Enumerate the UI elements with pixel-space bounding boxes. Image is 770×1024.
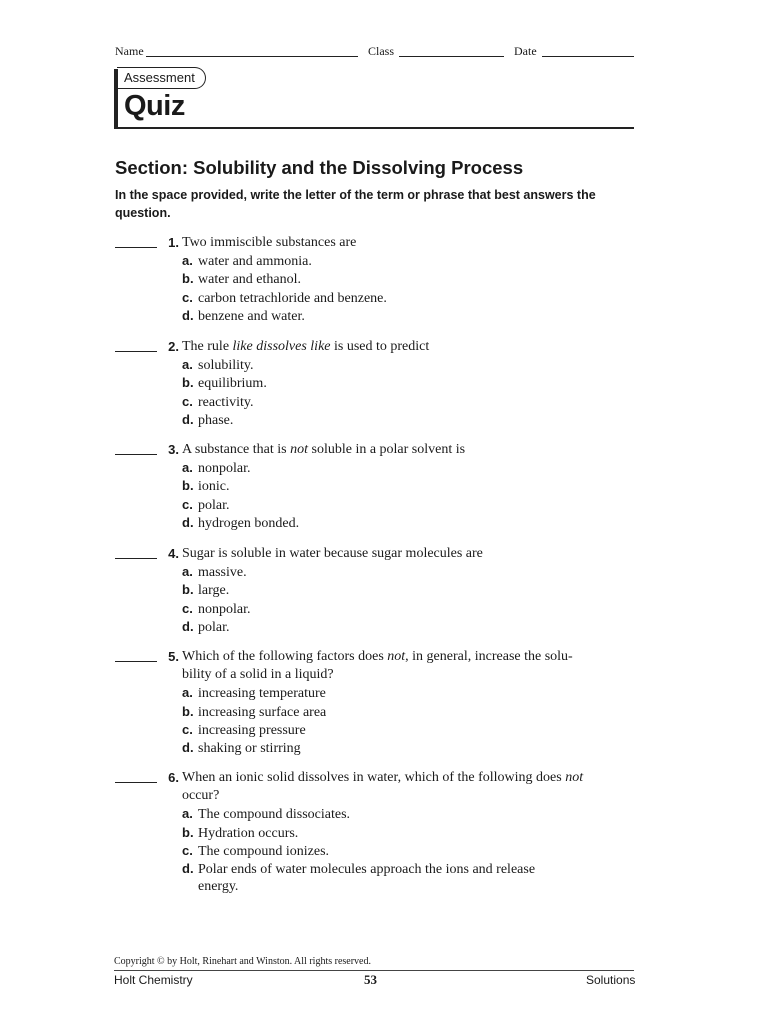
question-1 [115, 234, 640, 326]
option-text: reactivity. [198, 394, 254, 410]
page-number: 53 [364, 972, 377, 987]
question-stem: When an ionic solid dissolves in water, which of the following does not [182, 770, 584, 785]
option-letter: c. [182, 842, 193, 858]
question-number: 3. [168, 442, 179, 457]
question-number: 6. [168, 770, 179, 785]
option-text: ionic. [198, 479, 230, 495]
question-stem: The rule like dissolves like is used to predict [182, 339, 430, 354]
answer-blank[interactable] [115, 351, 157, 352]
option-letter: a. [182, 253, 193, 269]
option-letter: b. [182, 824, 194, 840]
option-text: water and ammonia. [198, 254, 312, 270]
option-d [182, 739, 637, 758]
date-field[interactable] [542, 56, 634, 57]
question-number: 4. [168, 546, 179, 561]
option-letter: c. [182, 496, 193, 512]
option-text: increasing temperature [198, 686, 326, 702]
class-label: Class [368, 44, 395, 58]
option-text: Hydration occurs. [198, 825, 299, 841]
option-c [182, 496, 637, 515]
option-letter: b. [182, 478, 194, 494]
option-letter: d. [182, 740, 194, 755]
option-b [182, 374, 637, 393]
question-stem: Which of the following factors does not, in general, increase the solu- [182, 649, 573, 664]
assessment-badge: Assessment [117, 67, 206, 89]
option-text: Polar ends of water molecules approach the ions and release [198, 862, 536, 877]
option-letter: a. [182, 806, 193, 822]
option-d [182, 514, 637, 533]
option-letter: c. [182, 393, 193, 409]
option-c [182, 721, 637, 740]
option-b [182, 581, 637, 600]
option-b [182, 270, 637, 289]
question-number: 5. [168, 649, 179, 664]
question-number: 1. [168, 235, 179, 250]
name-label: Name [115, 44, 144, 58]
question-stem: Two immiscible substances are [182, 235, 357, 250]
title-divider [114, 127, 634, 129]
option-text: hydrogen bonded. [198, 515, 300, 531]
option-letter: c. [182, 721, 193, 737]
answer-blank[interactable] [115, 782, 157, 783]
option-a [182, 684, 637, 703]
footer-chapter: Solutions [586, 973, 636, 987]
copyright-notice: Copyright © by Holt, Rinehart and Winston. All rights reserved. [114, 956, 371, 967]
option-text: massive. [198, 565, 247, 581]
option-c [182, 393, 637, 412]
name-field[interactable] [146, 56, 358, 57]
option-text: increasing surface area [198, 704, 327, 720]
footer-divider [114, 970, 634, 971]
option-letter: c. [182, 600, 193, 616]
option-b [182, 703, 637, 722]
question-number: 2. [168, 339, 179, 354]
option-d [182, 860, 637, 879]
class-field[interactable] [399, 56, 504, 57]
option-letter: d. [182, 514, 194, 530]
answer-blank[interactable] [115, 454, 157, 455]
option-letter: b. [182, 582, 194, 598]
answer-blank[interactable] [115, 661, 157, 662]
option-letter: d. [182, 618, 194, 634]
question-stem: A substance that is not soluble in a polar solvent is [182, 442, 466, 457]
option-d-continuation: energy. [198, 879, 239, 895]
header-fields [115, 44, 635, 60]
option-a [182, 459, 637, 478]
question-stem-line-2: bility of a solid in a liquid? [182, 667, 334, 683]
option-letter: d. [182, 861, 194, 876]
option-letter: a. [182, 357, 193, 373]
option-c [182, 842, 637, 861]
option-text: The compound dissociates. [198, 807, 351, 823]
option-letter: b. [182, 271, 194, 287]
question-stem: Sugar is soluble in water because sugar molecules are [182, 546, 483, 561]
option-c [182, 600, 637, 619]
option-c [182, 289, 637, 308]
option-a [182, 252, 637, 271]
option-d [182, 411, 637, 430]
question-6 [115, 769, 640, 899]
option-d [182, 618, 637, 637]
option-text: nonpolar. [198, 461, 251, 477]
option-letter: a. [182, 564, 193, 580]
option-text: polar. [198, 497, 230, 513]
option-text: The compound ionizes. [198, 843, 330, 859]
option-text: benzene and water. [198, 308, 305, 324]
option-text: increasing pressure [198, 722, 306, 738]
option-text: nonpolar. [198, 601, 251, 617]
question-stem-line-2: occur? [182, 788, 220, 804]
instructions: In the space provided, write the letter of the term or phrase that best answers the question. [115, 188, 596, 220]
option-a [182, 563, 637, 582]
option-d [182, 307, 637, 326]
option-text: phase. [198, 412, 234, 428]
option-letter: d. [182, 411, 194, 427]
footer-book-title: Holt Chemistry [114, 973, 193, 987]
option-text: equilibrium. [198, 376, 267, 392]
option-text: solubility. [198, 358, 254, 374]
option-letter: d. [182, 307, 194, 323]
option-letter: b. [182, 703, 194, 719]
option-a [182, 805, 637, 824]
section-title: Section: Solubility and the Dissolving Process [115, 157, 524, 178]
option-text: shaking or stirring [198, 741, 301, 756]
question-5 [115, 648, 640, 758]
option-letter: c. [182, 289, 193, 305]
option-letter: a. [182, 460, 193, 476]
question-2 [115, 338, 640, 430]
option-b [182, 824, 637, 843]
option-b [182, 477, 637, 496]
date-label: Date [514, 44, 537, 58]
option-text: large. [198, 583, 230, 599]
option-letter: b. [182, 375, 194, 391]
option-text: water and ethanol. [198, 272, 302, 288]
answer-blank[interactable] [115, 247, 157, 248]
option-letter: a. [182, 685, 193, 701]
page-title: Quiz [124, 90, 185, 122]
question-3 [115, 441, 640, 533]
question-4 [115, 545, 640, 637]
option-text: polar. [198, 619, 230, 635]
option-text: carbon tetrachloride and benzene. [198, 290, 387, 306]
option-a [182, 356, 637, 375]
answer-blank[interactable] [115, 558, 157, 559]
